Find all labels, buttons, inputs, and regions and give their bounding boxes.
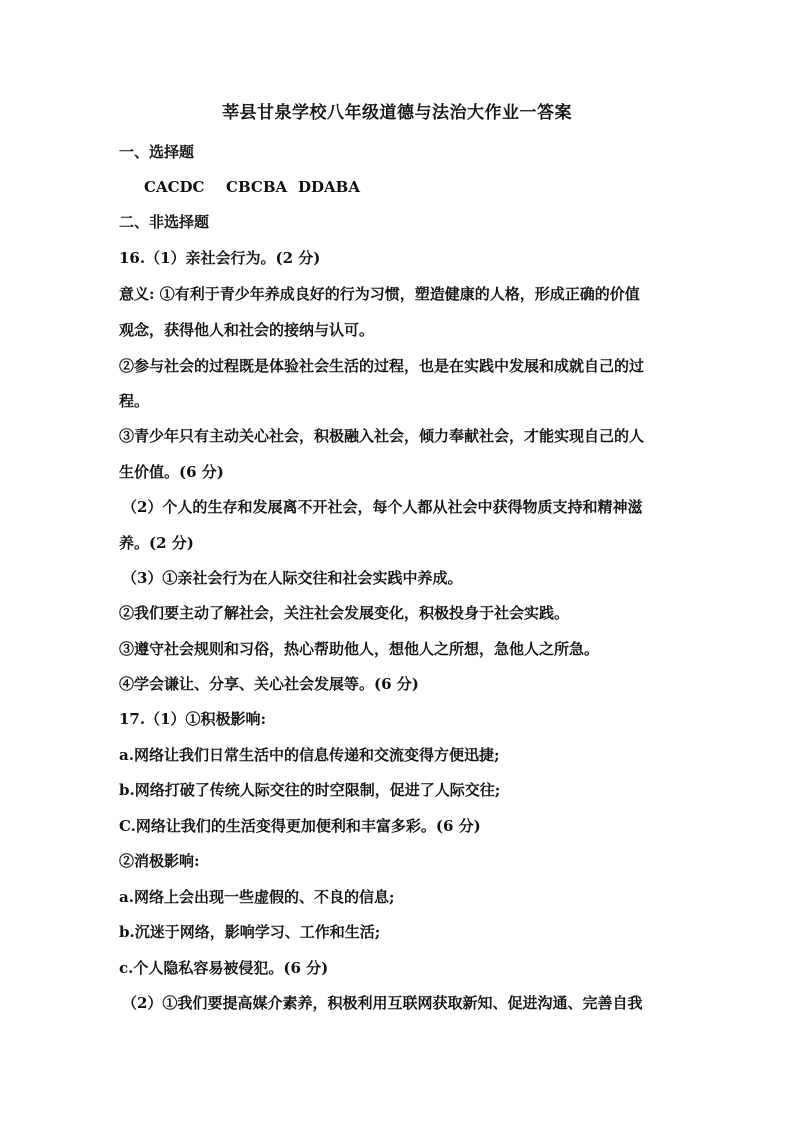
answer-line: 程。 <box>119 392 150 410</box>
answer-line: ③遵守社会规则和习俗，热心帮助他人，想他人之所想，急他人之所急。 <box>119 640 600 658</box>
answer-group-1: CACDC <box>144 178 205 196</box>
page-title: 莘县甘泉学校八年级道德与法治大作业一答案 <box>222 103 572 123</box>
answer-line: ③青少年只有主动关心社会，积极融入社会，倾力奉献社会，才能实现自己的人 <box>119 427 645 445</box>
answer-line: c.个人隐私容易被侵犯。(6 分) <box>119 959 329 977</box>
answer-line: 观念，获得他人和社会的接纳与认可。 <box>119 321 375 339</box>
answer-line: （2）个人的生存和发展离不开社会，每个人都从社会中获得物质支持和精神滋 <box>122 498 643 516</box>
section-heading-choice: 一、选择题 <box>119 143 195 161</box>
answer-line: ②消极影响: <box>119 852 200 870</box>
answer-group-2: CBCBA <box>226 178 288 196</box>
answer-line: a.网络让我们日常生活中的信息传递和交流变得方便迅捷; <box>119 746 500 764</box>
answer-line: a.网络上会出现一些虚假的、不良的信息; <box>119 888 395 906</box>
section-heading-nonchoice: 二、非选择题 <box>119 213 210 231</box>
answer-line: 17.（1）①积极影响: <box>119 710 267 728</box>
answer-line: 养。(2 分) <box>119 534 194 552</box>
answer-line: C.网络让我们的生活变得更加便利和丰富多彩。(6 分) <box>119 817 481 835</box>
answer-line: （2）①我们要提高媒介素养，积极利用互联网获取新知、促进沟通、完善自我 <box>122 994 643 1012</box>
answer-line: b.沉迷于网络，影响学习、工作和生活; <box>119 923 381 941</box>
answer-line: ④学会谦让、分享、关心社会发展等。(6 分) <box>119 675 419 693</box>
answer-group-3: DDABA <box>298 178 360 196</box>
answer-line: （3）①亲社会行为在人际交往和社会实践中养成。 <box>122 569 463 587</box>
answer-line: ②我们要主动了解社会，关注社会发展变化，积极投身于社会实践。 <box>119 604 570 622</box>
answer-line: b.网络打破了传统人际交往的时空限制，促进了人际交往; <box>119 781 501 799</box>
choice-answers <box>144 177 724 197</box>
answer-line: 生价值。(6 分) <box>119 463 224 481</box>
answer-line: ②参与社会的过程既是体验社会生活的过程，也是在实践中发展和成就自己的过 <box>119 357 645 375</box>
answer-line: 意义: ①有利于青少年养成良好的行为习惯，塑造健康的人格，形成正确的价值 <box>119 285 640 303</box>
answer-line: 16.（1）亲社会行为。(2 分) <box>119 249 321 267</box>
